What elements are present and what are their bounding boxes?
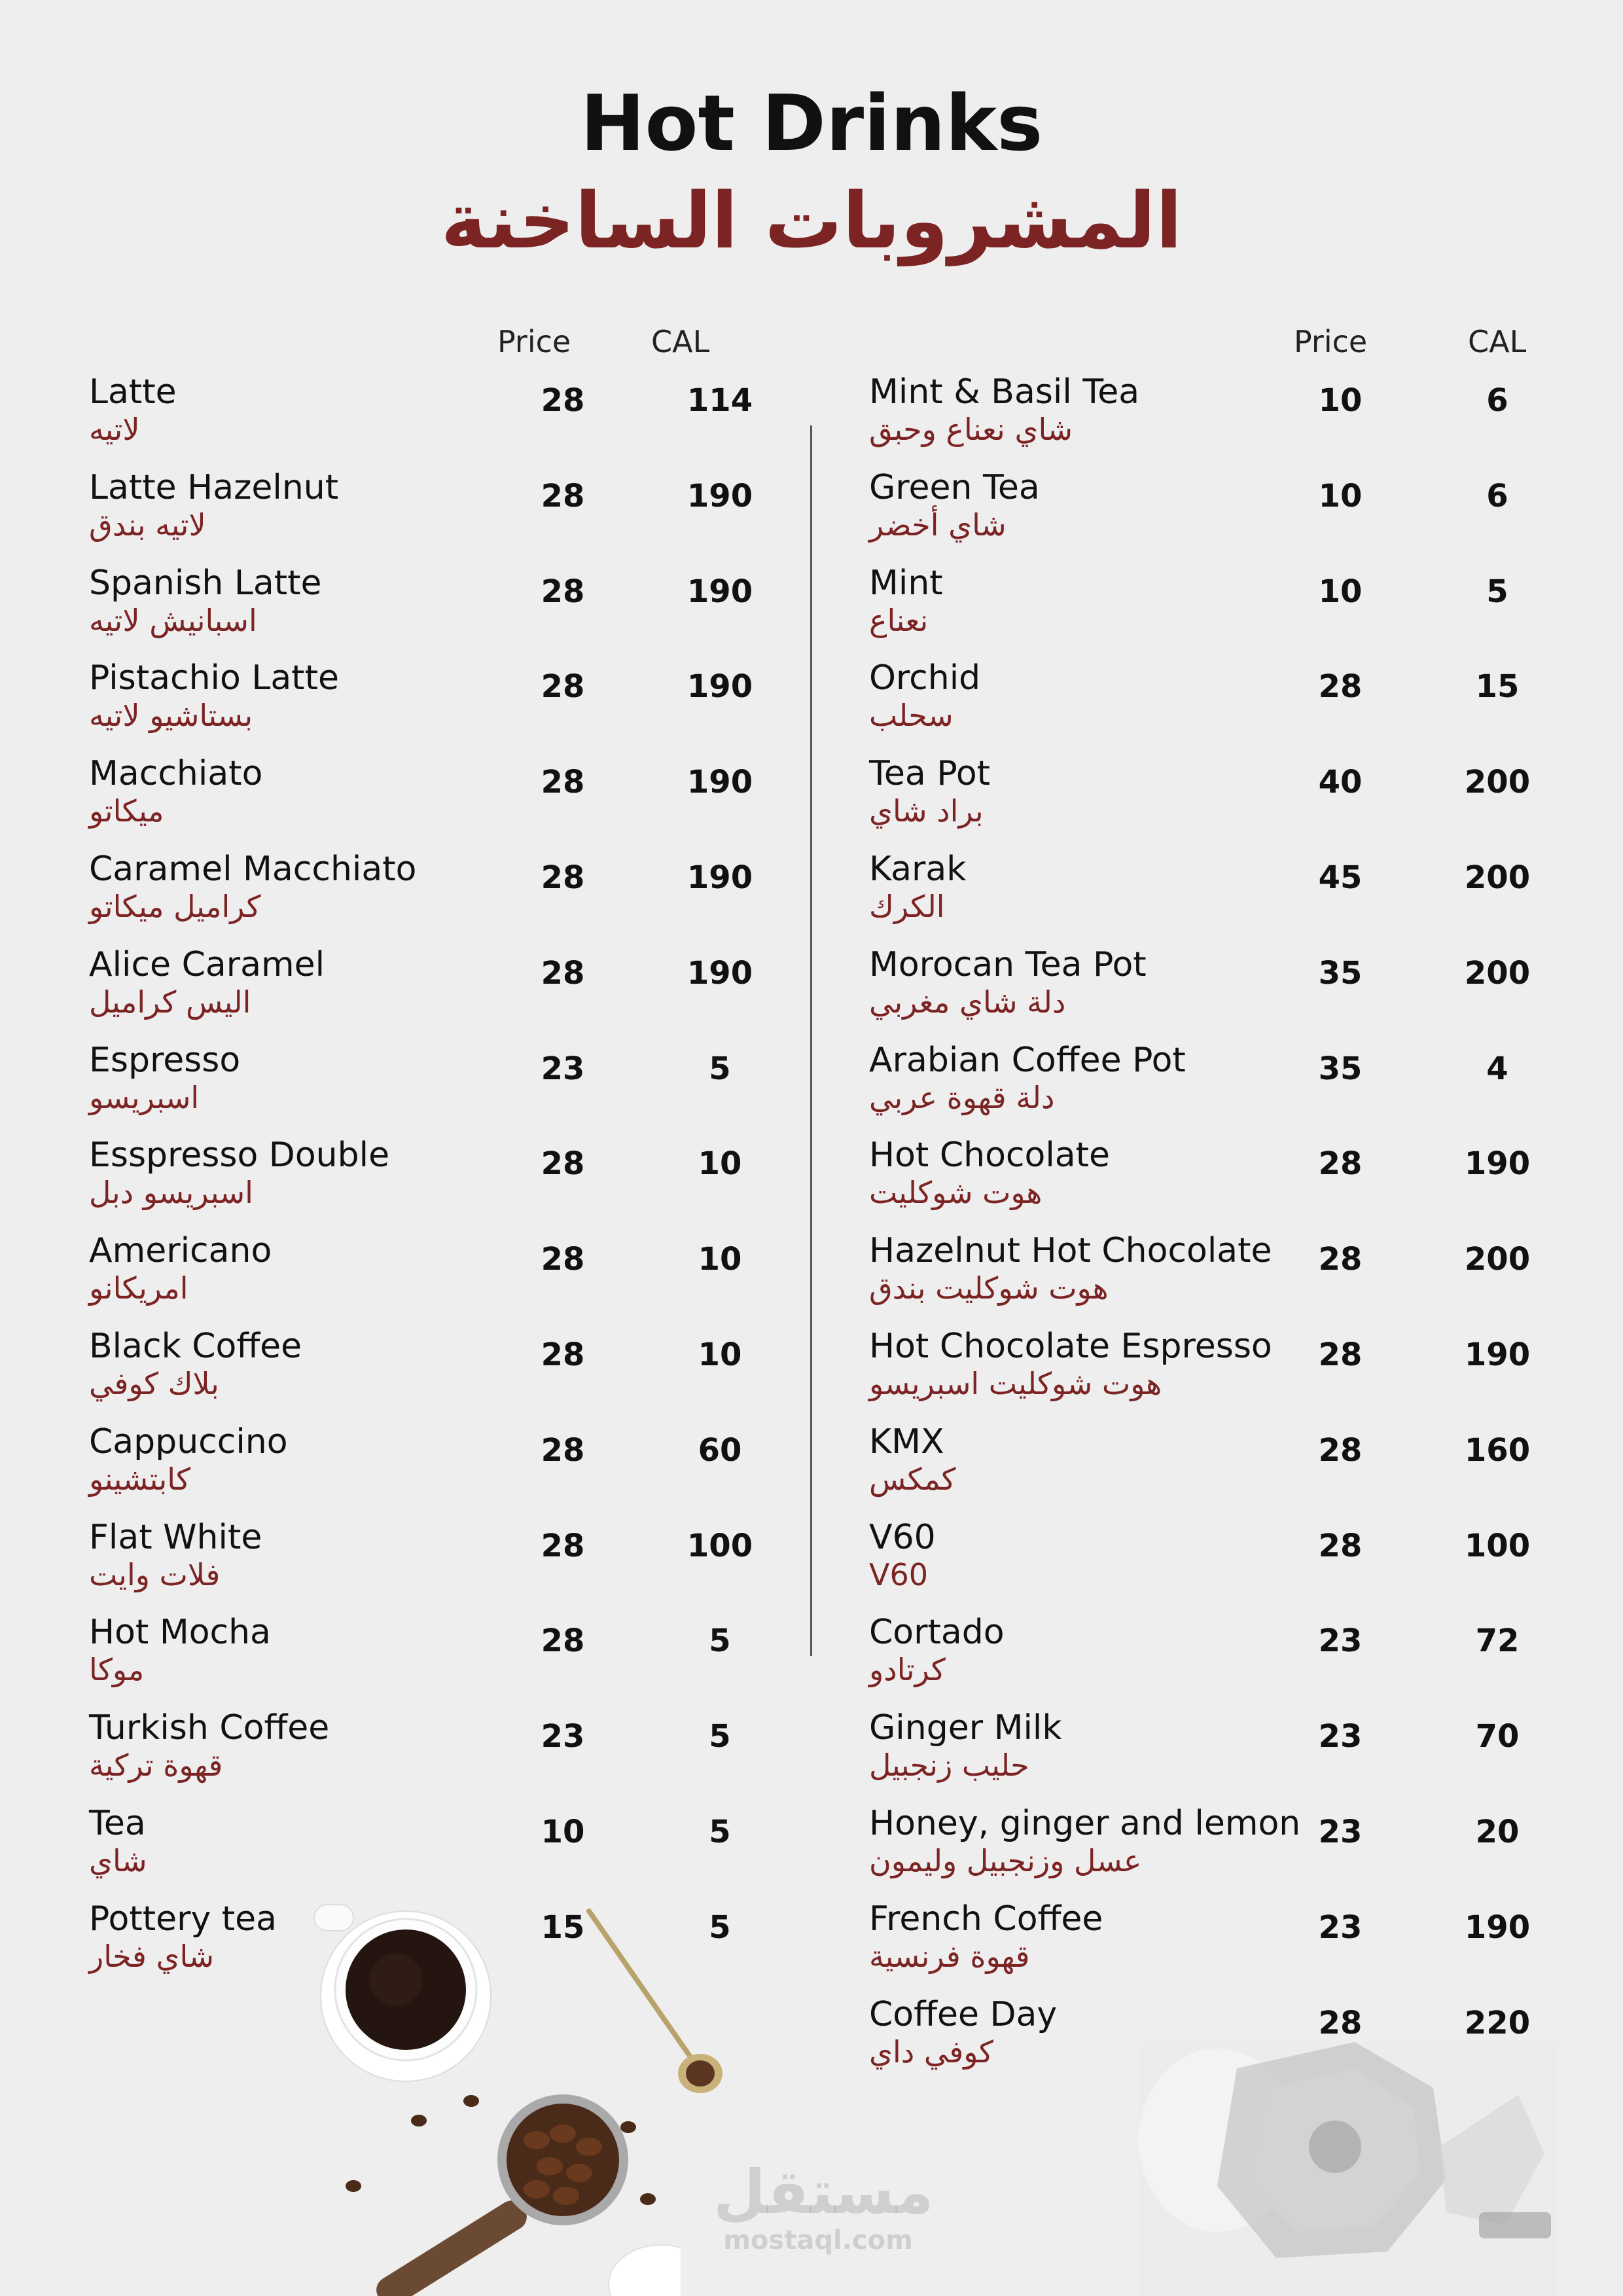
menu-item-calories: 200 (1464, 859, 1531, 896)
menu-item (869, 658, 1556, 753)
menu-item-calories: 10 (698, 1336, 742, 1373)
menu-item (89, 1230, 743, 1326)
menu-item (89, 1040, 743, 1136)
menu-item-price: 28 (541, 1241, 585, 1278)
spoon-illustration (576, 1898, 733, 2108)
menu-item (89, 1422, 743, 1517)
left-cal-header: CAL (651, 324, 710, 359)
menu-item-price: 35 (1318, 954, 1363, 992)
menu-item-calories: 5 (709, 1814, 731, 1850)
menu-item-name-ar: كراميل ميكاتو (89, 889, 261, 924)
menu-item (89, 1517, 753, 1613)
menu-item-name-ar: موكا (89, 1652, 145, 1688)
menu-item-name-ar: لاتيه بندق (89, 507, 206, 543)
menu-item-name-en: Macchiato (89, 754, 263, 794)
menu-item (89, 1803, 743, 1899)
menu-item-price: 23 (1318, 1909, 1363, 1946)
menu-item-name-en: Turkish Coffee (89, 1708, 330, 1748)
menu-item (89, 1708, 743, 1803)
menu-item (869, 849, 1556, 944)
menu-item-calories: 190 (687, 954, 753, 992)
menu-item-calories: 5 (709, 1050, 731, 1087)
coffee-cup-illustration (308, 1892, 504, 2088)
menu-item-name-ar: اسبريسو دبل (89, 1175, 253, 1211)
left-price-header: Price (497, 324, 571, 359)
menu-item-name-ar: كمكس (869, 1461, 956, 1497)
menu-item-price: 28 (541, 954, 585, 992)
menu-item (89, 944, 753, 1040)
menu-item-name-en: Arabian Coffee Pot (869, 1040, 1186, 1080)
menu-item-calories: 200 (1464, 954, 1531, 992)
menu-item-name-en: Ginger Milk (869, 1708, 1062, 1748)
menu-item-name-en: V60 (869, 1517, 936, 1557)
menu-item-name-en: Espresso (89, 1040, 241, 1080)
menu-item-name-en: Orchid (869, 658, 981, 698)
menu-item-name-ar: كرتادو (869, 1652, 946, 1688)
column-divider (810, 425, 812, 1656)
menu-item-price: 28 (1318, 1145, 1363, 1183)
menu-item (869, 372, 1556, 467)
right-price-header: Price (1294, 324, 1368, 359)
menu-item-name-ar: شاي (89, 1843, 147, 1878)
menu-item-price: 10 (1318, 477, 1363, 514)
menu-item-price: 45 (1318, 859, 1363, 896)
menu-item-price: 28 (541, 382, 585, 419)
menu-item-price: 23 (1318, 1623, 1363, 1660)
menu-item-name-ar: قهوة تركية (89, 1748, 223, 1784)
menu-item-name-en: Tea (89, 1804, 146, 1843)
menu-item-name-en: Hot Chocolate (869, 1136, 1111, 1175)
menu-item-name-ar: بستاشيو لاتيه (89, 698, 253, 734)
menu-item-price: 28 (541, 859, 585, 896)
menu-item-calories: 190 (687, 477, 753, 514)
menu-item-name-ar: امريكانو (89, 1270, 188, 1306)
menu-item (89, 849, 753, 944)
menu-item-name-ar: هوت شوكليت اسبريسو (869, 1366, 1162, 1401)
menu-item-name-en: Pottery tea (89, 1899, 277, 1939)
menu-item-name-ar: اسبانيش لاتيه (89, 602, 257, 638)
menu-item-name-ar: نعناع (869, 602, 929, 638)
menu-item-name-ar: بلاك كوفي (89, 1366, 219, 1401)
menu-item-price: 28 (541, 1623, 585, 1660)
menu-title-ar: المشروبات الساخنة (440, 175, 1183, 266)
menu-item-price: 35 (1318, 1050, 1363, 1087)
menu-item-name-ar: دلة شاي مغربي (869, 984, 1066, 1020)
menu-item-name-en: Esspresso Double (89, 1136, 390, 1175)
menu-item-name-ar: عسل وزنجبيل وليمون (869, 1843, 1142, 1878)
menu-item (89, 1612, 743, 1708)
menu-item-name-ar: شاي أخضر (869, 507, 1007, 543)
menu-item-calories: 190 (687, 668, 753, 706)
menu-item-calories: 200 (1464, 1241, 1531, 1278)
menu-item-calories: 20 (1475, 1814, 1520, 1850)
menu-item (869, 1230, 1556, 1326)
menu-item (869, 1135, 1556, 1230)
menu-item-name-en: Karak (869, 850, 967, 889)
menu-item-calories: 10 (698, 1145, 742, 1183)
menu-item (869, 1422, 1556, 1517)
menu-item-name-en: Mint (869, 563, 943, 603)
menu-item-name-en: Alice Caramel (89, 944, 325, 984)
menu-item (89, 658, 753, 753)
menu-item-name-ar: شاي فخار (89, 1938, 215, 1974)
menu-item-name-ar: اسبريسو (89, 1079, 200, 1115)
menu-item-calories: 190 (1464, 1145, 1531, 1183)
menu-item (89, 1135, 743, 1230)
menu-item-calories: 10 (698, 1241, 742, 1278)
menu-item (869, 1803, 1556, 1899)
watermark-ar: مستقل (713, 2157, 934, 2227)
menu-item-price: 40 (1318, 764, 1363, 801)
menu-item-calories: 200 (1464, 764, 1531, 801)
menu-item-price: 28 (1318, 1336, 1363, 1373)
menu-item-price: 28 (541, 1336, 585, 1373)
menu-item-name-en: Americano (89, 1231, 272, 1271)
menu-item (89, 467, 753, 563)
menu-item-price: 23 (1318, 1718, 1363, 1755)
menu-item (89, 1326, 743, 1422)
menu-item-calories: 190 (687, 859, 753, 896)
menu-item-name-ar: V60 (869, 1556, 929, 1592)
menu-item-calories: 190 (687, 764, 753, 801)
menu-item (869, 1899, 1556, 1994)
menu-item-price: 28 (541, 477, 585, 514)
menu-item (869, 467, 1556, 563)
right-cal-header: CAL (1468, 324, 1527, 359)
menu-item-name-ar: شاي نعناع وحبق (869, 412, 1073, 447)
moka-pot-illustration (1139, 2016, 1558, 2296)
menu-item (869, 753, 1556, 849)
menu-item (89, 372, 753, 467)
menu-item-price: 28 (1318, 668, 1363, 706)
menu-item-name-ar: سحلب (869, 698, 954, 734)
menu-item (869, 1708, 1556, 1803)
menu-item-price: 10 (1318, 573, 1363, 610)
menu-item-price: 23 (541, 1718, 585, 1755)
menu-item-price: 28 (1318, 2004, 1363, 2041)
menu-item-calories: 70 (1475, 1718, 1520, 1755)
watermark-en: mostaql.com (723, 2225, 913, 2255)
menu-item-calories: 4 (1486, 1050, 1508, 1087)
menu-item-name-en: Spanish Latte (89, 563, 322, 603)
menu-item-calories: 220 (1464, 2004, 1531, 2041)
menu-item-name-en: Tea Pot (869, 754, 991, 794)
watermark (713, 2157, 934, 2255)
menu-item (869, 1040, 1556, 1136)
menu-item-calories: 5 (1486, 573, 1508, 610)
menu-item-name-en: Honey, ginger and lemon (869, 1804, 1301, 1843)
menu-item-price: 28 (541, 573, 585, 610)
menu-item-name-en: Mint & Basil Tea (869, 372, 1140, 412)
menu-item-name-en: Black Coffee (89, 1327, 302, 1366)
menu-item-name-en: Morocan Tea Pot (869, 944, 1147, 984)
menu-item-name-en: Caramel Macchiato (89, 850, 417, 889)
menu-item-calories: 190 (1464, 1336, 1531, 1373)
menu-item-name-en: Latte Hazelnut (89, 467, 339, 507)
menu-item-name-en: Pistachio Latte (89, 658, 339, 698)
menu-item-price: 10 (1318, 382, 1363, 419)
menu-item-price: 28 (1318, 1431, 1363, 1469)
menu-item-calories: 190 (687, 573, 753, 610)
menu-item-price: 23 (541, 1050, 585, 1087)
menu-item-name-ar: حليب زنجبيل (869, 1748, 1029, 1784)
menu-item-name-ar: دلة قهوة عربي (869, 1079, 1055, 1115)
menu-item-name-en: Cappuccino (89, 1422, 288, 1462)
menu-item-price: 28 (541, 668, 585, 706)
menu-item-price: 15 (541, 1909, 585, 1946)
menu-title-en: Hot Drinks (580, 78, 1043, 168)
menu-item (869, 1612, 1556, 1708)
menu-item-name-ar: براد شاي (869, 793, 984, 829)
menu-item-price: 23 (1318, 1814, 1363, 1850)
menu-item-calories: 72 (1475, 1623, 1520, 1660)
menu-item-calories: 114 (687, 382, 753, 419)
menu-item-name-en: Flat White (89, 1517, 262, 1557)
menu-item-calories: 160 (1464, 1431, 1531, 1469)
menu-item-name-ar: قهوة فرنسية (869, 1938, 1030, 1974)
menu-item-name-ar: اليس كراميل (89, 984, 251, 1020)
menu-item (89, 563, 753, 658)
menu-item (89, 753, 753, 849)
menu-item-price: 10 (541, 1814, 585, 1850)
menu-item-price: 28 (541, 1431, 585, 1469)
menu-item-name-en: Latte (89, 372, 177, 412)
menu-item-calories: 5 (709, 1909, 731, 1946)
menu-item-calories: 100 (1464, 1527, 1531, 1564)
menu-item-name-en: French Coffee (869, 1899, 1103, 1939)
menu-item-name-ar: لاتيه (89, 412, 140, 447)
menu-item-price: 28 (541, 1145, 585, 1183)
menu-item-name-en: Coffee Day (869, 1994, 1058, 2034)
coffee-beans-scoop-illustration (340, 2088, 681, 2296)
menu-item-calories: 5 (709, 1718, 731, 1755)
menu-item-name-en: Hot Chocolate Espresso (869, 1327, 1272, 1366)
menu-item-calories: 100 (687, 1527, 753, 1564)
menu-item-calories: 6 (1486, 477, 1508, 514)
menu-item (869, 944, 1556, 1040)
menu-item-price: 28 (1318, 1527, 1363, 1564)
menu-item-name-ar: ميكاتو (89, 793, 164, 829)
menu-item-calories: 60 (698, 1431, 742, 1469)
menu-item-calories: 6 (1486, 382, 1508, 419)
menu-item-price: 28 (541, 1527, 585, 1564)
menu-item-name-ar: الكرك (869, 889, 945, 924)
menu-item (869, 563, 1556, 658)
menu-item-price: 28 (541, 764, 585, 801)
menu-item-name-ar: كابتشينو (89, 1461, 191, 1497)
menu-item-calories: 190 (1464, 1909, 1531, 1946)
menu-item-name-ar: كوفي داي (869, 2034, 993, 2070)
menu-item-name-ar: هوت شوكليت (869, 1175, 1043, 1211)
menu-item-name-en: Hazelnut Hot Chocolate (869, 1231, 1272, 1271)
menu-item-name-en: Green Tea (869, 467, 1040, 507)
menu-item-calories: 15 (1475, 668, 1520, 706)
menu-item-name-ar: فلات وايت (89, 1556, 221, 1592)
menu-item-name-en: KMX (869, 1422, 944, 1462)
menu-item (869, 1326, 1556, 1422)
menu-item (869, 1517, 1556, 1613)
menu-item-name-en: Cortado (869, 1613, 1005, 1653)
menu-item-name-en: Hot Mocha (89, 1613, 271, 1653)
menu-item-name-ar: هوت شوكليت بندق (869, 1270, 1109, 1306)
menu-item-price: 28 (1318, 1241, 1363, 1278)
menu-item-calories: 5 (709, 1623, 731, 1660)
